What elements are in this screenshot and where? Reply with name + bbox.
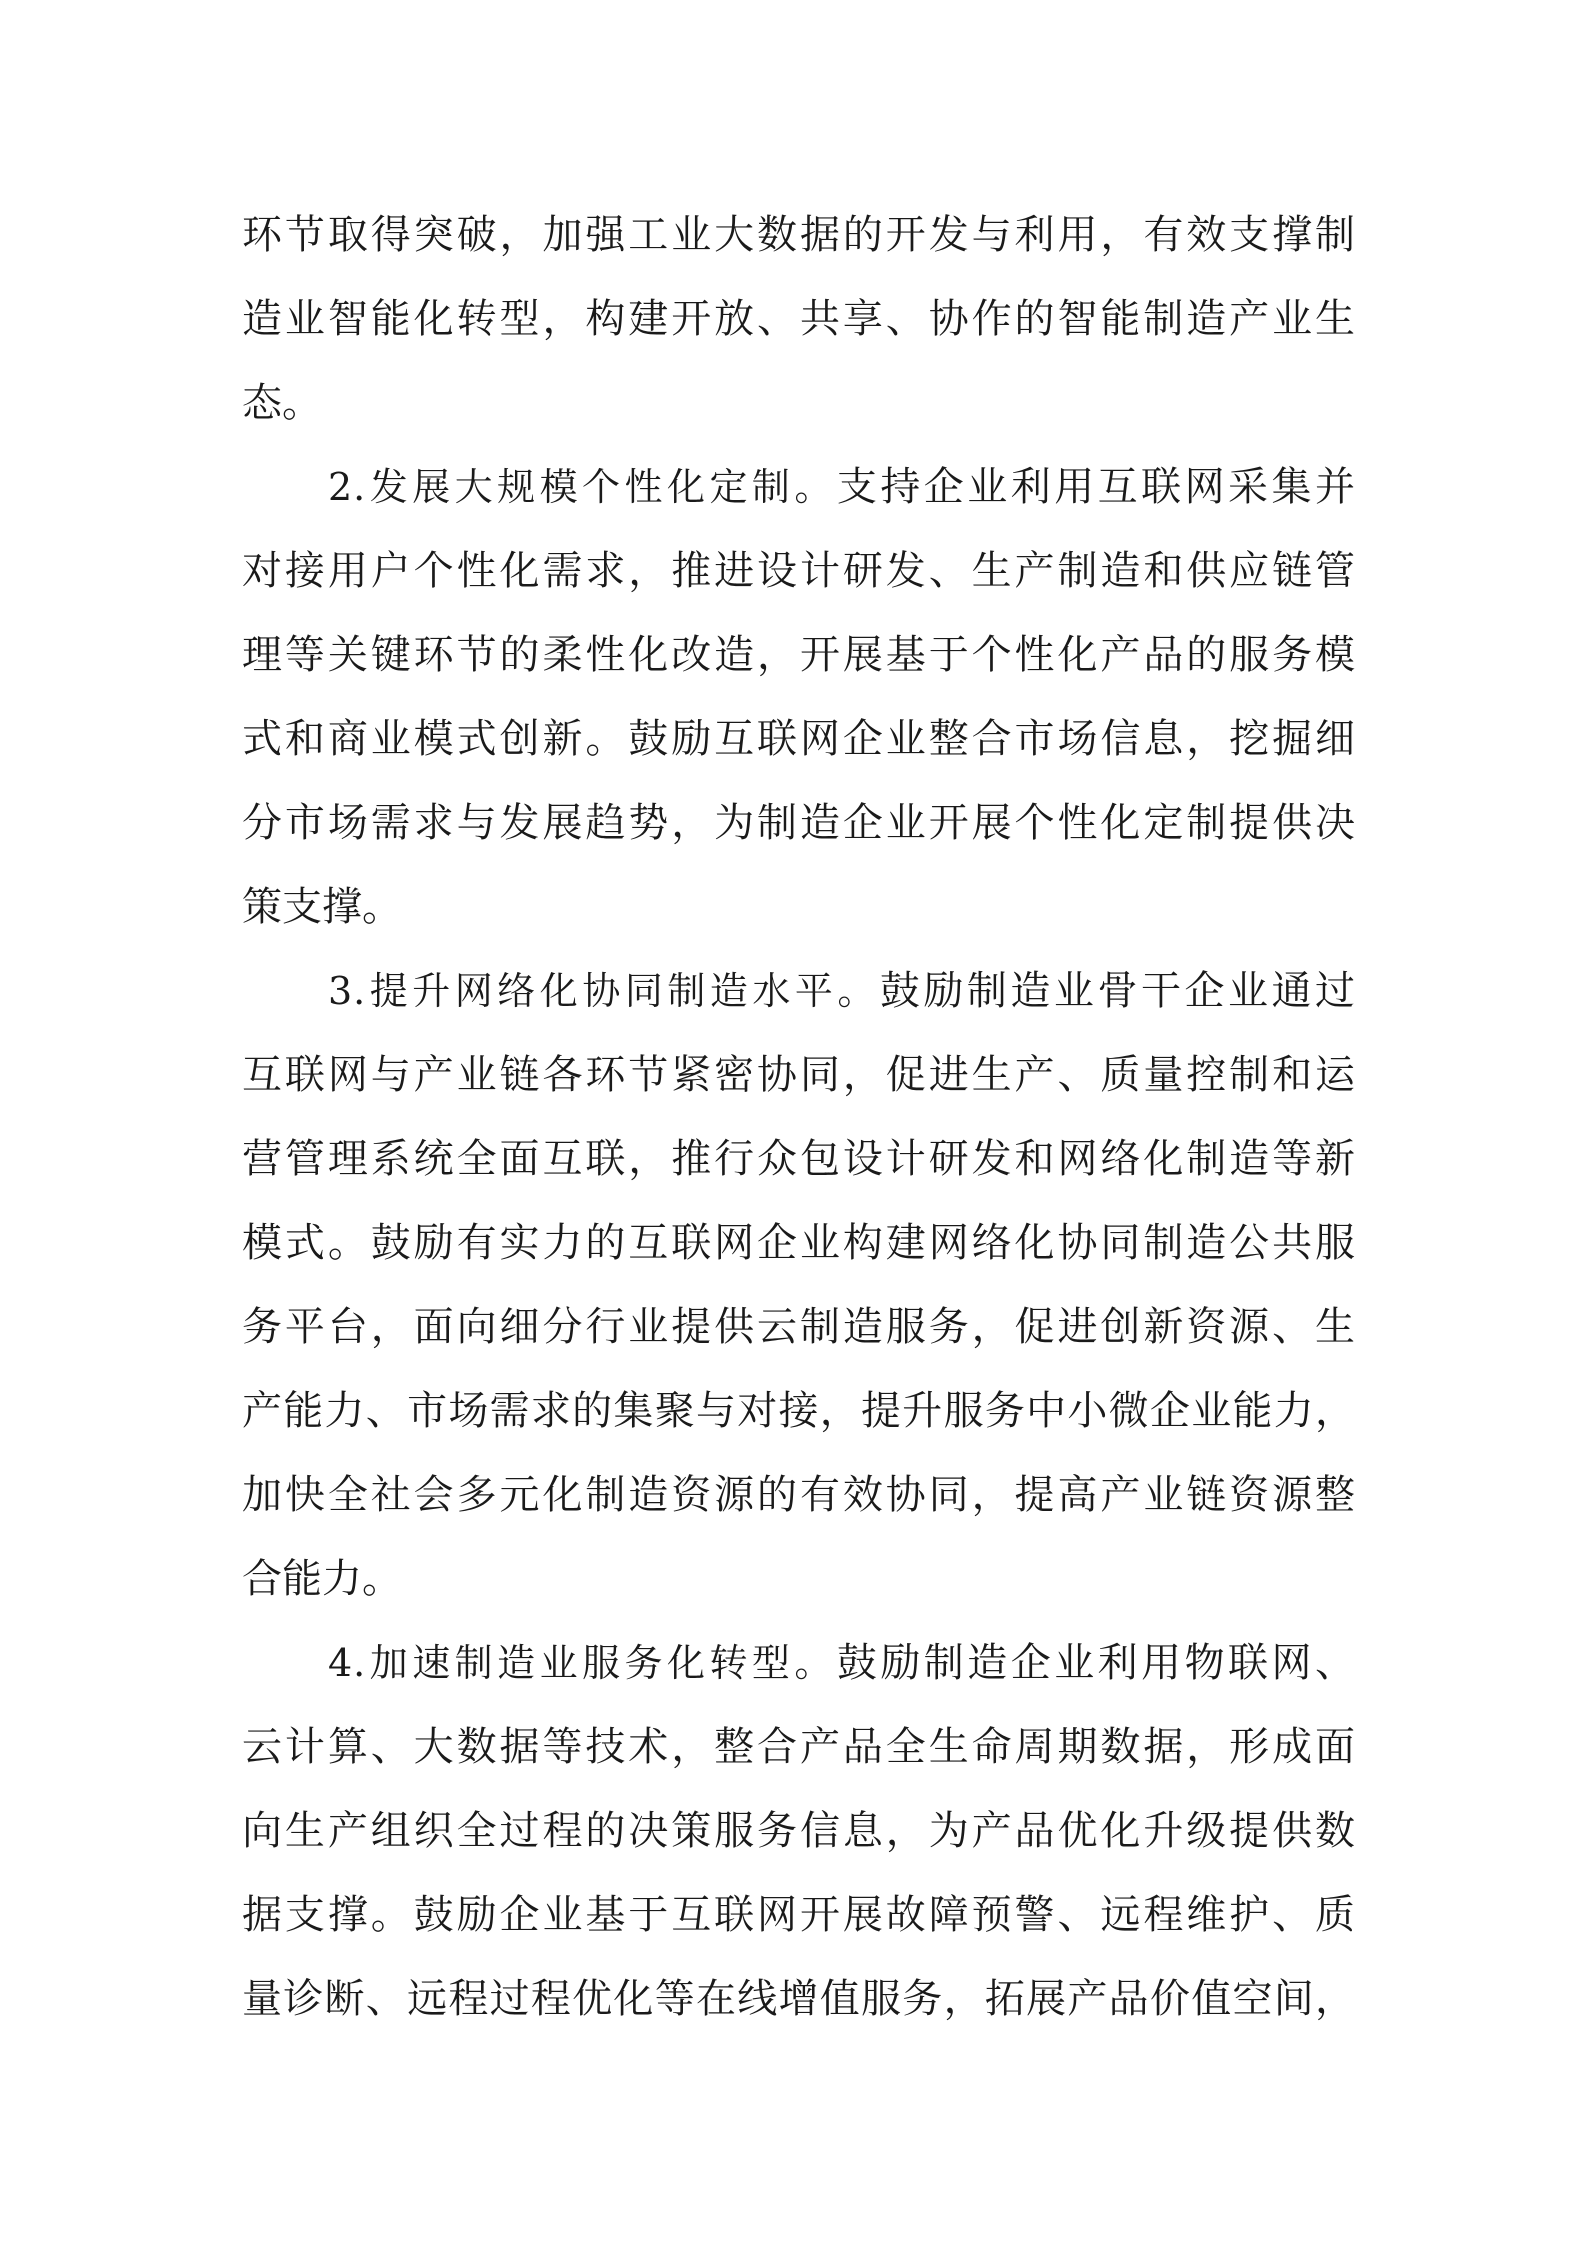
text-line: 分市场需求与发展趋势，为制造企业开展个性化定制提供决 bbox=[242, 800, 1355, 846]
text-line: 互联网与产业链各环节紧密协同，促进生产、质量控制和运 bbox=[242, 1052, 1355, 1098]
text-line: 模式。鼓励有实力的互联网企业构建网络化协同制造公共服 bbox=[242, 1220, 1355, 1266]
text-span: 鼓励制造企业利用物联网、 bbox=[836, 1640, 1355, 1686]
paragraph bbox=[242, 1621, 1355, 2041]
section-heading: 2.发展大规模个性化定制。 bbox=[328, 465, 837, 509]
section-heading: 3.提升网络化协同制造水平。 bbox=[328, 969, 880, 1013]
text-line bbox=[242, 1621, 1355, 1705]
text-line bbox=[242, 445, 1355, 529]
paragraph bbox=[242, 193, 1355, 445]
text-line: 合能力。 bbox=[242, 1556, 402, 1602]
text-line: 式和商业模式创新。鼓励互联网企业整合市场信息，挖掘细 bbox=[242, 716, 1355, 762]
text-line: 加快全社会多元化制造资源的有效协同，提高产业链资源整 bbox=[242, 1472, 1355, 1518]
text-line: 策支撑。 bbox=[242, 884, 402, 930]
section-heading: 4.加速制造业服务化转型。 bbox=[328, 1641, 837, 1685]
text-line: 向生产组织全过程的决策服务信息，为产品优化升级提供数 bbox=[242, 1808, 1355, 1854]
paragraph bbox=[242, 949, 1355, 1621]
text-line: 云计算、大数据等技术，整合产品全生命周期数据，形成面 bbox=[242, 1724, 1355, 1770]
text-line bbox=[242, 949, 1355, 1033]
text-span: 支持企业利用互联网采集并 bbox=[836, 464, 1355, 510]
text-line: 据支撑。鼓励企业基于互联网开展故障预警、远程维护、质 bbox=[242, 1892, 1355, 1938]
text-line: 环节取得突破，加强工业大数据的开发与利用，有效支撑制 bbox=[242, 212, 1355, 258]
text-line: 理等关键环节的柔性化改造，开展基于个性化产品的服务模 bbox=[242, 632, 1355, 678]
text-line: 务平台，面向细分行业提供云制造服务，促进创新资源、生 bbox=[242, 1304, 1355, 1350]
text-line: 态。 bbox=[242, 380, 322, 426]
text-line: 造业智能化转型，构建开放、共享、协作的智能制造产业生 bbox=[242, 296, 1355, 342]
text-line: 产能力、市场需求的集聚与对接，提升服务中小微企业能力， bbox=[242, 1388, 1355, 1434]
paragraph bbox=[242, 445, 1355, 949]
text-line: 对接用户个性化需求，推进设计研发、生产制造和供应链管 bbox=[242, 548, 1355, 594]
document-body bbox=[242, 193, 1355, 2041]
text-span: 鼓励制造业骨干企业通过 bbox=[879, 968, 1355, 1014]
text-line: 量诊断、远程过程优化等在线增值服务，拓展产品价值空间， bbox=[242, 1976, 1355, 2022]
text-line: 营管理系统全面互联，推行众包设计研发和网络化制造等新 bbox=[242, 1136, 1355, 1182]
